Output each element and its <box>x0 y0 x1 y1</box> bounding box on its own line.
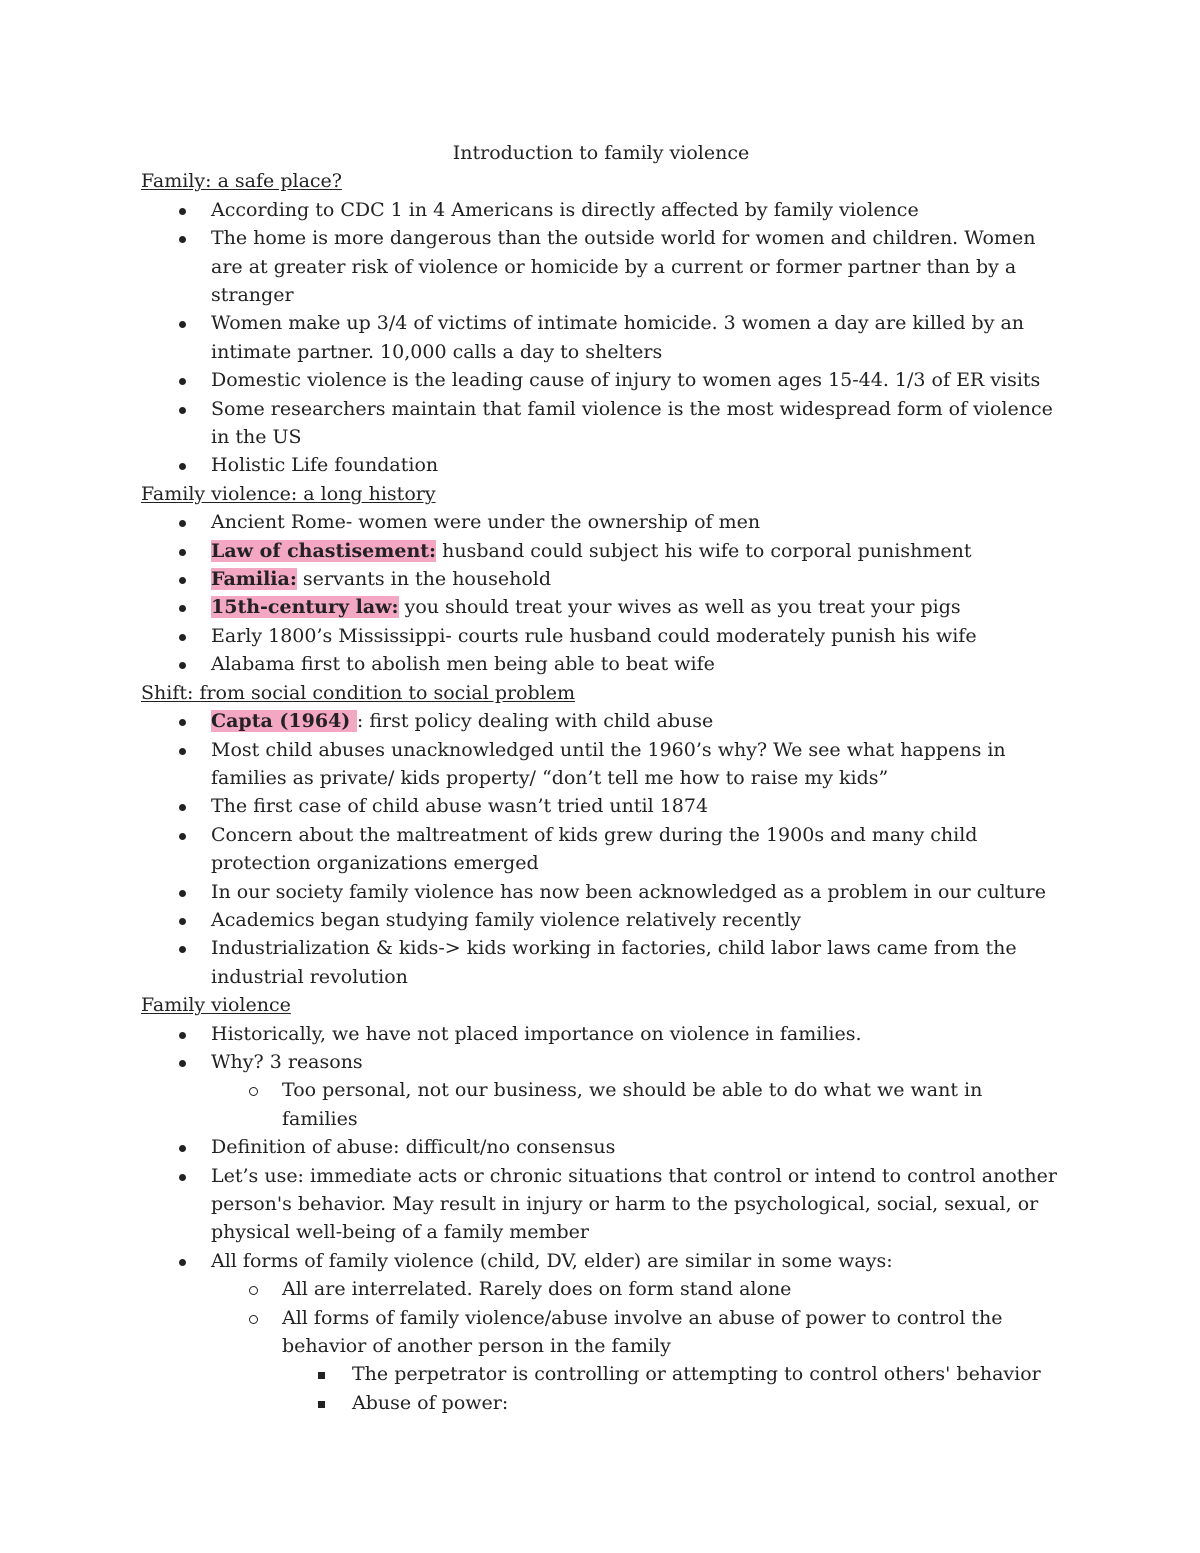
sub-list-item: Too personal, not our business, we should be able to do what we want in families <box>141 1076 1061 1133</box>
item-text: Academics began studying family violence relatively recently <box>211 908 802 931</box>
sub-sub-list-item: The perpetrator is controlling or attempting to control others' behavior <box>141 1360 1061 1388</box>
item-text: Ancient Rome- women were under the ownership of men <box>211 511 761 534</box>
sub-sub-bullet-list <box>282 1360 1061 1417</box>
sub-bullet-list <box>211 1076 1061 1133</box>
item-text: servants in the household <box>296 568 552 591</box>
item-text: Why? 3 reasons <box>211 1050 363 1073</box>
item-text: All forms of family violence/abuse involve an abuse of power to control the behavior of another person in the family <box>282 1306 1003 1358</box>
list-item <box>141 736 1061 793</box>
document-title: Introduction to family violence <box>452 142 750 164</box>
item-text: Concern about the maltreatment of kids grew during the 1900s and many child protection organizations emerged <box>211 823 978 875</box>
list-item: Some researchers maintain that famil violence is the most widespread form of violence in the US <box>141 395 1061 452</box>
highlighted-term: Capta (1964) <box>211 710 357 733</box>
section-heading-shift: Shift: from social condition to social problem <box>141 681 576 704</box>
document-page <box>141 139 1061 1417</box>
list-item <box>141 821 1061 878</box>
list-item <box>141 650 1061 678</box>
item-text: All forms of family violence (child, DV, elder) are similar in some ways: <box>211 1249 893 1272</box>
bullet-list <box>141 1020 1061 1418</box>
item-text: you should treat your wives as well as you treat your pigs <box>398 596 961 619</box>
highlighted-term: 15th-century law: <box>211 596 399 619</box>
list-item: Domestic violence is the leading cause of injury to women ages 15-44. 1/3 of ER visits <box>141 366 1061 394</box>
list-item <box>141 878 1061 906</box>
highlighted-term: Law of chastisement: <box>211 539 437 562</box>
sub-list-item <box>141 1304 1061 1418</box>
item-text: The first case of child abuse wasn’t tried until 1874 <box>211 795 709 818</box>
list-item: Let’s use: immediate acts or chronic situations that control or intend to control another person's behavior. May result in injury or harm to the psychological, social, sexual, or physical well-being of a family member <box>141 1162 1061 1247</box>
list-item: Definition of abuse: difficult/no consensus <box>141 1133 1061 1161</box>
list-item <box>141 508 1061 536</box>
sub-sub-list-item: Abuse of power: <box>141 1389 1061 1417</box>
list-item <box>141 707 1061 735</box>
list-item <box>141 565 1061 593</box>
section-heading-safe-place: Family: a safe place? <box>141 170 342 193</box>
list-item <box>141 593 1061 621</box>
sub-list-item: All are interrelated. Rarely does on form stand alone <box>141 1275 1061 1303</box>
item-text: husband could subject his wife to corporal punishment <box>436 539 972 562</box>
list-item: Holistic Life foundation <box>141 451 1061 479</box>
item-text: Early 1800’s Mississippi- courts rule husband could moderately punish his wife <box>211 624 977 647</box>
list-item <box>141 934 1061 991</box>
list-item <box>141 537 1061 565</box>
item-text: Most child abuses unacknowledged until the 1960’s why? We see what happens in families as private/ kids property/ “don’t tell me how to raise my kids” <box>211 738 1006 789</box>
list-item: Historically, we have not placed importance on violence in families. <box>141 1020 1061 1048</box>
section-heading-long-history: Family violence: a long history <box>141 482 436 505</box>
list-item: Women make up 3/4 of victims of intimate homicide. 3 women a day are killed by an intimate partner. 10,000 calls a day to shelters <box>141 309 1061 366</box>
list-item <box>141 1048 1061 1133</box>
bullet-list <box>141 707 1061 991</box>
list-item <box>141 792 1061 820</box>
item-text: In our society family violence has now been acknowledged as a problem in our culture <box>211 880 1046 903</box>
item-text: : first policy dealing with child abuse <box>356 710 714 733</box>
item-text: Industrialization & kids-> kids working in factories, child labor laws came from the industrial revolution <box>211 937 1017 988</box>
list-item: According to CDC 1 in 4 Americans is directly affected by family violence <box>141 196 1061 224</box>
list-item: The home is more dangerous than the outside world for women and children. Women are at greater risk of violence or homicide by a current or former partner than by a stranger <box>141 224 1061 309</box>
list-item <box>141 906 1061 934</box>
item-text: Alabama first to abolish men being able to beat wife <box>211 653 715 676</box>
section-heading-family-violence: Family violence <box>141 994 291 1017</box>
bullet-list <box>141 196 1061 480</box>
sub-bullet-list <box>211 1275 1061 1417</box>
list-item <box>141 622 1061 650</box>
highlighted-term: Familia: <box>211 568 297 591</box>
bullet-list <box>141 508 1061 678</box>
list-item <box>141 1247 1061 1417</box>
